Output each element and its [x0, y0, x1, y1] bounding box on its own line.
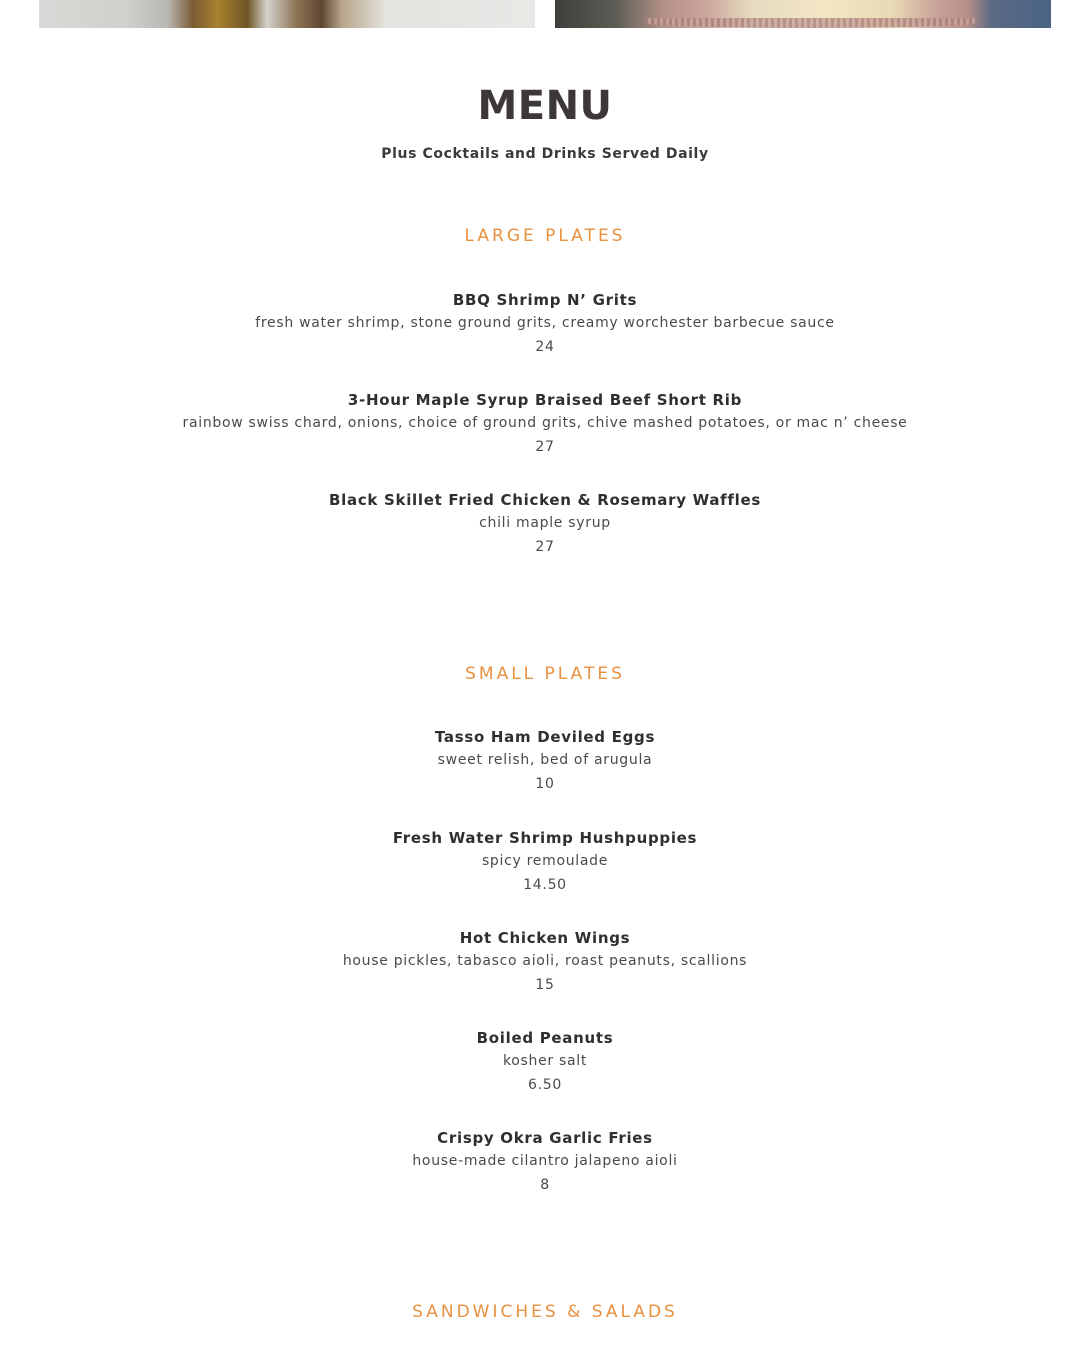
- item-description: fresh water shrimp, stone ground grits, creamy worchester barbecue sauce: [255, 315, 835, 331]
- item-price: 15: [535, 977, 555, 993]
- item-description: rainbow swiss chard, onions, choice of ground grits, chive mashed potatoes, or mac n’ cheese: [182, 415, 908, 431]
- item-name: BBQ Shrimp N’ Grits: [452, 291, 638, 309]
- item-description: house-made cilantro jalapeno aioli: [412, 1153, 678, 1169]
- item-name: Tasso Ham Deviled Eggs: [434, 728, 656, 746]
- menu-item: [0, 389, 1090, 459]
- menu-item: [0, 927, 1090, 997]
- food-photo-grilled: [39, 0, 535, 28]
- item-name: Black Skillet Fried Chicken & Rosemary Waffles: [329, 491, 761, 509]
- item-name: Crispy Okra Garlic Fries: [437, 1129, 653, 1147]
- item-price: 27: [535, 539, 555, 555]
- item-price: 8: [540, 1177, 550, 1193]
- item-description: kosher salt: [502, 1053, 588, 1069]
- menu-item: [0, 489, 1090, 559]
- item-price: 14.50: [523, 877, 567, 893]
- item-name: Fresh Water Shrimp Hushpuppies: [392, 829, 698, 847]
- item-price: 10: [535, 776, 555, 792]
- item-name: Boiled Peanuts: [476, 1029, 614, 1047]
- menu-item: [0, 1027, 1090, 1097]
- item-name: Hot Chicken Wings: [459, 929, 631, 947]
- section-title-sandwiches-salads: SANDWICHES & SALADS: [412, 1302, 678, 1322]
- item-price: 27: [535, 439, 555, 455]
- section-title-small-plates: SMALL PLATES: [465, 664, 625, 684]
- item-description: chili maple syrup: [479, 515, 611, 531]
- menu-item: [0, 1127, 1090, 1197]
- item-price: 24: [535, 339, 555, 355]
- menu-item: [0, 289, 1090, 359]
- menu-subtitle: Plus Cocktails and Drinks Served Daily: [381, 146, 709, 162]
- item-description: spicy remoulade: [481, 853, 609, 869]
- food-photo-tart: [555, 0, 1051, 28]
- item-description: sweet relish, bed of arugula: [437, 752, 653, 768]
- hero-images: [39, 0, 1051, 28]
- menu-item: [0, 726, 1090, 796]
- section-title-large-plates: LARGE PLATES: [464, 226, 626, 246]
- item-name: 3-Hour Maple Syrup Braised Beef Short Rib: [347, 391, 743, 409]
- item-description: house pickles, tabasco aioli, roast peanuts, scallions: [342, 953, 748, 969]
- menu-item: [0, 827, 1090, 897]
- menu-title: MENU: [477, 83, 613, 129]
- item-price: 6.50: [528, 1077, 562, 1093]
